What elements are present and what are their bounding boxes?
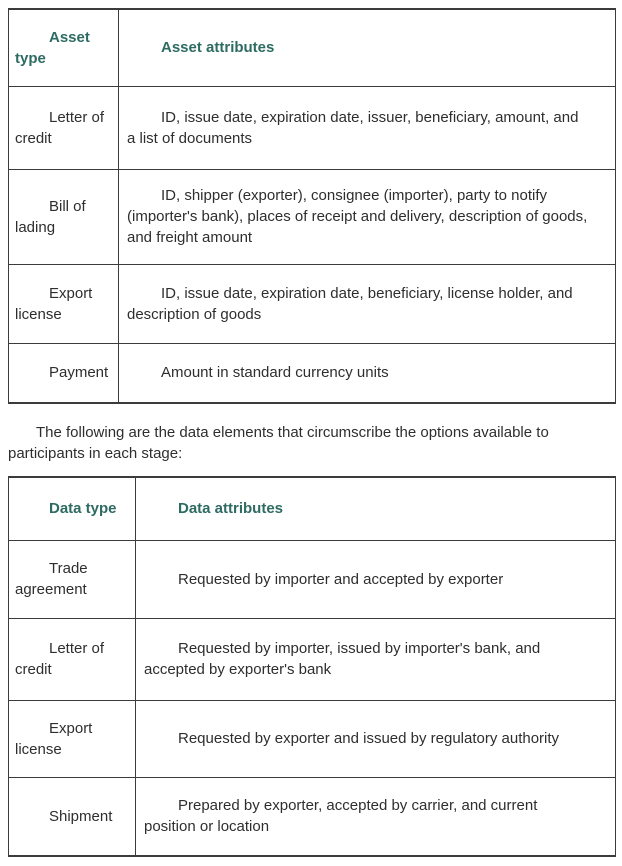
- table-row-shipment: [9, 777, 616, 856]
- asset-attributes-table: [8, 8, 616, 404]
- asset-attributes-value: Amount in standard currency units: [161, 364, 389, 382]
- asset-attributes-value: ID, issue date, expiration date, beneficiary, license holder, and description of goods: [127, 284, 573, 323]
- asset-attributes-cell: [119, 264, 616, 343]
- asset-type-value: Bill of lading: [15, 197, 86, 236]
- asset-attributes-cell: [119, 86, 616, 169]
- table-row-export-license: [9, 264, 616, 343]
- asset-attributes-cell: [119, 343, 616, 403]
- table-row-letter-of-credit: [9, 618, 616, 700]
- data-attributes-value: Prepared by exporter, accepted by carrier, and current position or location: [144, 797, 538, 836]
- data-attributes-cell: [136, 540, 616, 618]
- asset-type-cell: [9, 264, 119, 343]
- data-attributes-cell: [136, 777, 616, 856]
- data-attributes-value: Requested by exporter and issued by regulatory authority: [178, 730, 560, 747]
- asset-type-value: Export license: [15, 284, 93, 323]
- asset-type-column-header: [9, 9, 119, 86]
- asset-type-cell: [9, 169, 119, 264]
- table-row-letter-of-credit: [9, 86, 616, 169]
- data-attributes-table: [8, 476, 616, 857]
- table-row-payment: [9, 343, 616, 403]
- data-type-value: Trade agreement: [15, 560, 88, 598]
- data-attributes-column-header-label: Data attributes: [178, 500, 284, 518]
- data-type-value: Letter of credit: [15, 640, 105, 678]
- table-row-bill-of-lading: [9, 169, 616, 264]
- data-type-cell: [9, 540, 136, 618]
- asset-attributes-column-header-label: Asset attributes: [161, 39, 275, 57]
- asset-type-cell: [9, 86, 119, 169]
- data-attributes-column-header: [136, 477, 616, 540]
- asset-type-cell: [9, 343, 119, 403]
- asset-attributes-cell: [119, 169, 616, 264]
- data-attributes-cell: [136, 618, 616, 700]
- asset-attributes-value: ID, shipper (exporter), consignee (importer), party to notify (importer's bank), places of receipt and delivery, description of goods, and freight amount: [127, 187, 588, 246]
- asset-type-value: Letter of credit: [15, 108, 105, 147]
- intro-paragraph: The following are the data elements that circumscribe the options available to participants in each stage:: [8, 424, 549, 462]
- table-row-export-license: [9, 700, 616, 777]
- data-type-cell: [9, 777, 136, 856]
- data-type-cell: [9, 618, 136, 700]
- data-attributes-cell: [136, 700, 616, 777]
- asset-attributes-column-header: [119, 9, 616, 86]
- asset-type-value: Payment: [49, 364, 109, 382]
- asset-type-column-header-label: Asset type: [15, 28, 90, 67]
- data-table-header-row: [9, 477, 616, 540]
- data-type-column-header: [9, 477, 136, 540]
- data-type-value: Shipment: [49, 807, 113, 825]
- data-attributes-value: Requested by importer and accepted by exporter: [178, 570, 504, 588]
- data-type-value: Export license: [15, 719, 93, 758]
- data-type-cell: [9, 700, 136, 777]
- document-page: [0, 8, 622, 866]
- data-type-column-header-label: Data type: [49, 500, 117, 518]
- data-attributes-value: Requested by importer, issued by importer's bank, and accepted by exporter's bank: [144, 640, 541, 678]
- asset-table-header-row: [9, 9, 616, 86]
- table-row-trade-agreement: [9, 540, 616, 618]
- asset-attributes-value: ID, issue date, expiration date, issuer, beneficiary, amount, and a list of documents: [127, 108, 579, 147]
